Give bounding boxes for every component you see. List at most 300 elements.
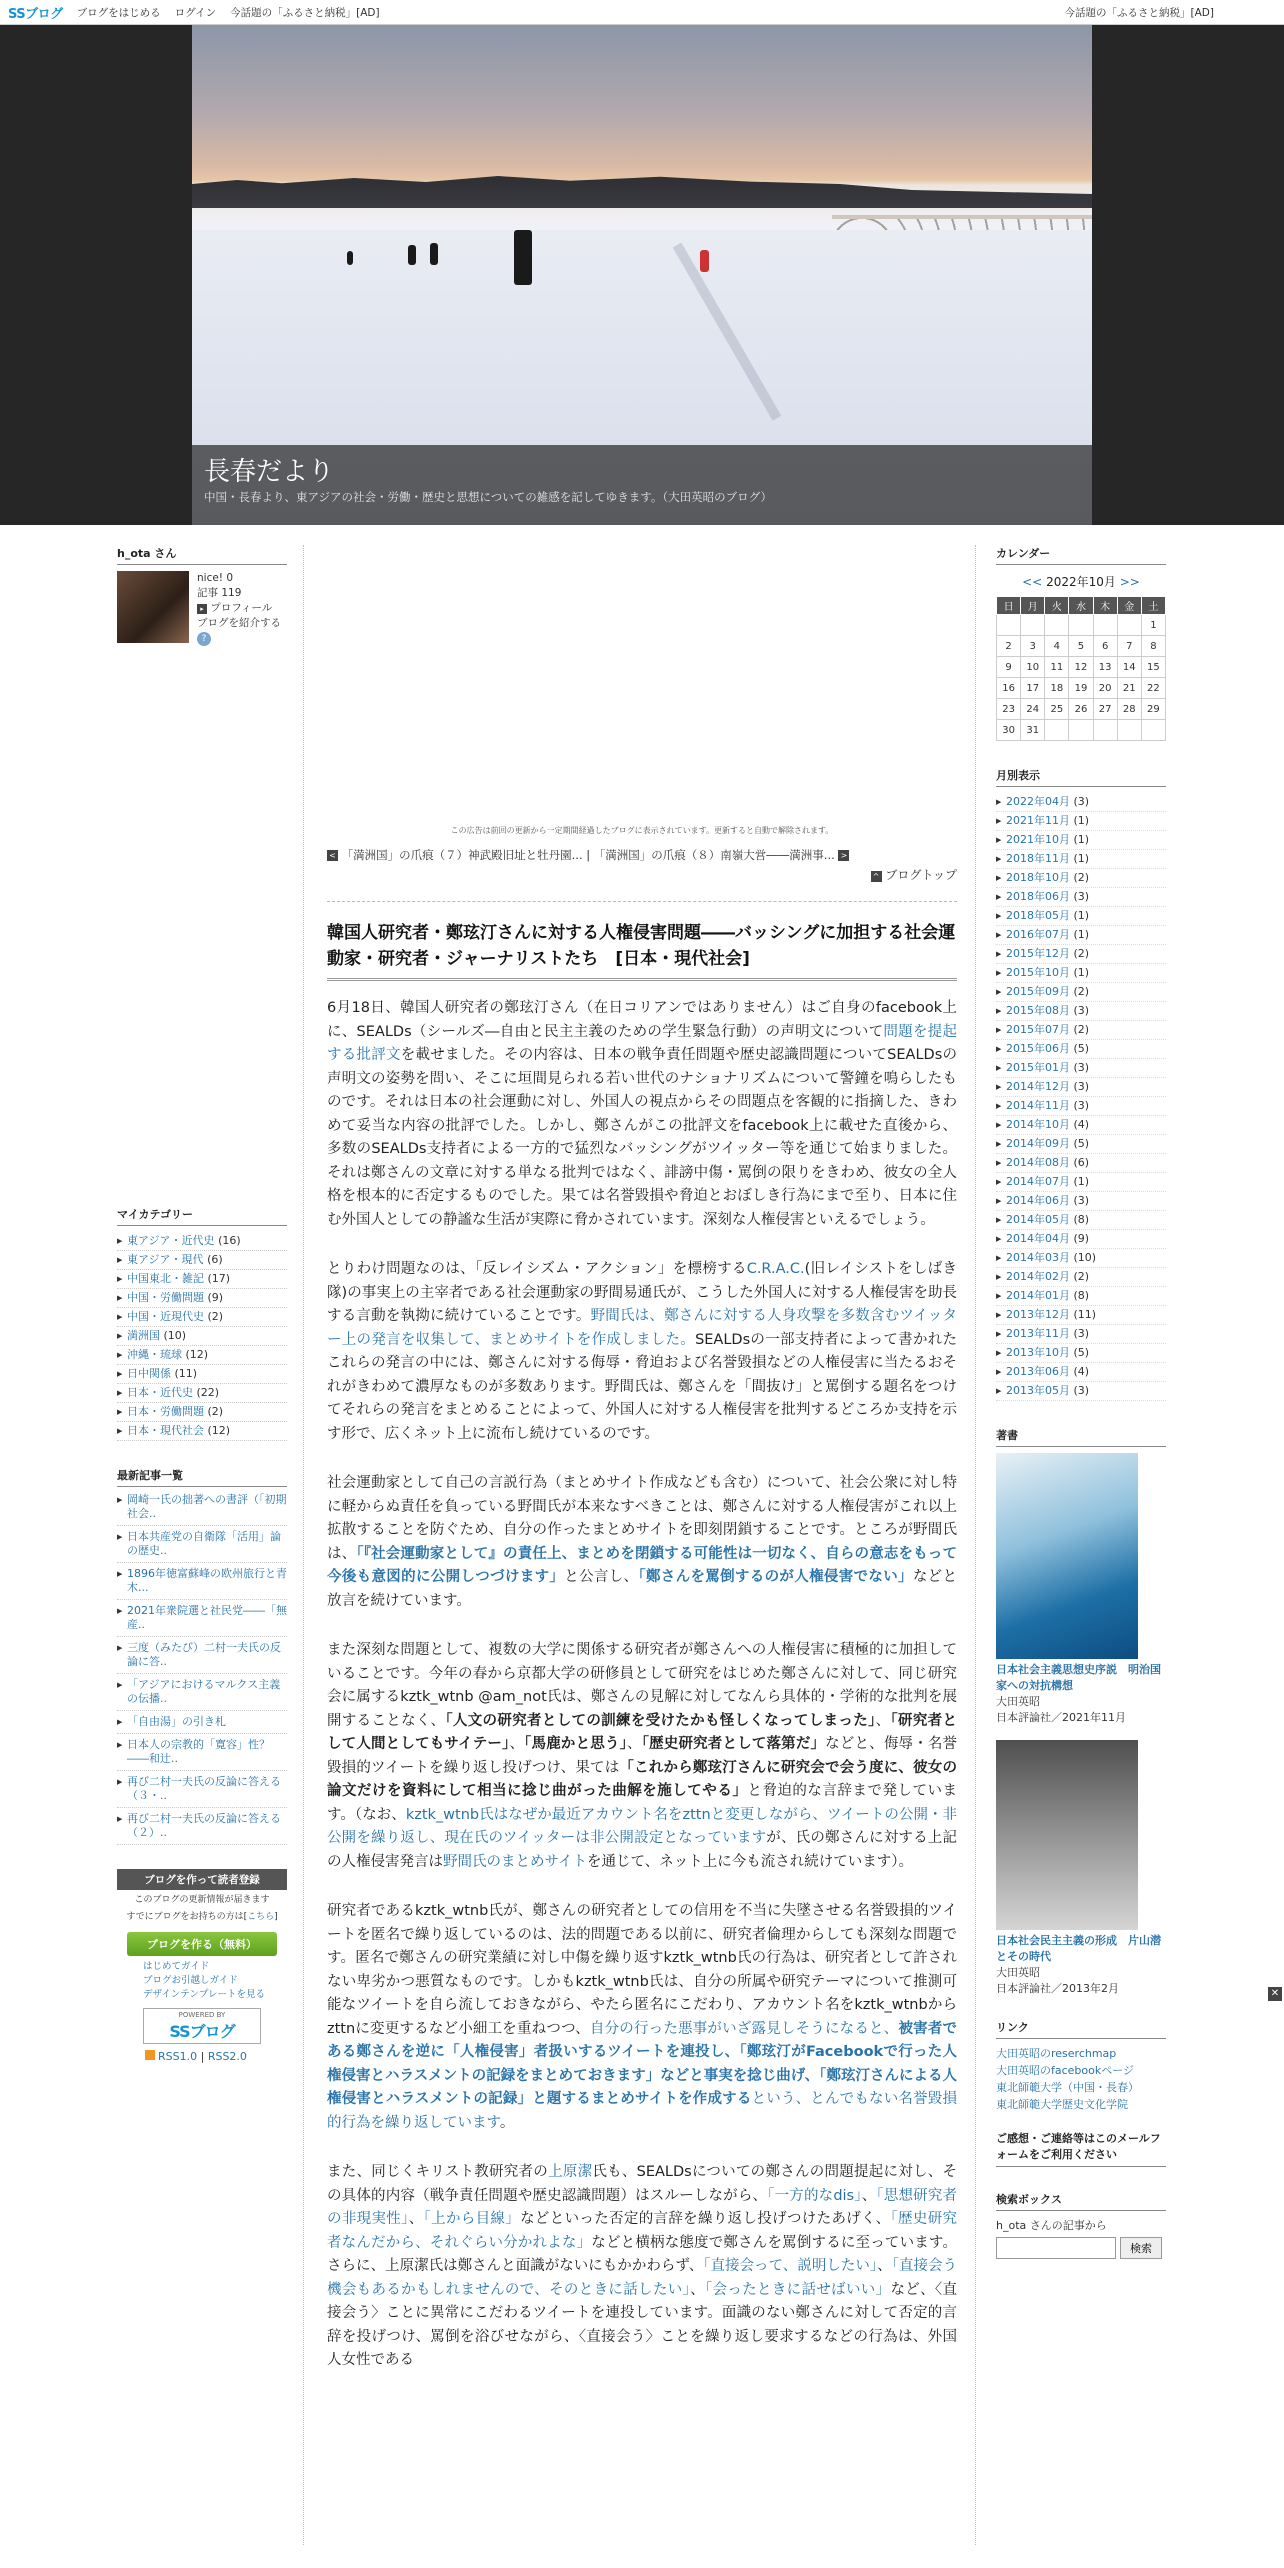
defamation-link[interactable]: という、とんでもない名誉毀損的行為を繰り返しています [327, 2091, 957, 2131]
category-link[interactable]: 日本・近代史 [127, 1386, 193, 1399]
powered-by-badge[interactable]: POWERED BY SSブログ [143, 2008, 261, 2044]
archive-count: (2) [1073, 1023, 1090, 1036]
search-heading: 検索ボックス [996, 2191, 1166, 2211]
archive-link[interactable]: 2014年01月 [1006, 1289, 1070, 1302]
link-nenu[interactable]: 東北師範大学（中国・長春） [996, 2081, 1139, 2094]
archive-item [996, 1173, 1166, 1192]
archive-link[interactable]: 2015年12月 [1006, 947, 1070, 960]
ad-note: この広告は前回の更新から一定期間経過したブログに表示されています。更新すると自動で解除されます。 [450, 826, 834, 835]
archive-link[interactable]: 2013年11月 [1006, 1327, 1070, 1340]
photo-person-far2 [430, 243, 438, 265]
calendar-day [1045, 615, 1069, 636]
weekday-header: 土 [1141, 597, 1165, 615]
link-facebook[interactable]: 大田英昭のfacebookページ [996, 2064, 1135, 2077]
noma-site-link[interactable]: 野間氏のまとめサイト [443, 1853, 587, 1870]
archive-count: (1) [1073, 1175, 1090, 1188]
rss1-link[interactable]: RSS1.0 [158, 2050, 198, 2063]
recent-item [117, 1812, 287, 1845]
archive-count: (6) [1073, 1156, 1090, 1169]
contact-form-link[interactable]: ご感想・ご連絡等はこのメールフォームをご利用ください [996, 2131, 1166, 2167]
category-link[interactable]: 日本・労働問題 [127, 1405, 204, 1418]
archive-item [996, 1097, 1166, 1116]
right-divider [975, 545, 976, 2545]
noma-quote2-link[interactable]: 「鄭さんを罵倒するのが人権侵害でない」 [638, 1569, 913, 1585]
archive-item [996, 1040, 1166, 1059]
photo-person-far [408, 245, 416, 265]
category-count: (12) [185, 1348, 209, 1361]
prev-article-link[interactable]: 「満洲国」の爪痕（７）神武殿旧址と牡丹園... [341, 848, 583, 862]
archive-count: (5) [1073, 1042, 1090, 1055]
recent-link[interactable]: 「アジアにおけるマルクス主義の伝播.. [127, 1678, 281, 1705]
category-count: (10) [163, 1329, 187, 1342]
guide-move[interactable]: ブログお引越しガイド [143, 1975, 238, 1986]
calendar-day: 28 [1117, 699, 1141, 720]
weekday-header: 月 [1021, 597, 1045, 615]
recent-link[interactable]: 日本人の宗教的「寛容」性？――和辻.. [127, 1738, 270, 1765]
category-count: (12) [207, 1424, 231, 1437]
category-item [117, 1270, 287, 1289]
recent-item [117, 1604, 287, 1637]
search-label: h_ota さんの記事から [996, 2219, 1107, 2232]
archive-count: (10) [1073, 1251, 1097, 1264]
archive-count: (3) [1073, 1384, 1090, 1397]
calendar-month: 2022年10月 [1046, 575, 1116, 589]
blog-title[interactable]: 長春だより [204, 457, 335, 487]
archive-count: (1) [1073, 928, 1090, 941]
register-sub2: すでにブログをお持ちの方は[こちら] [126, 1912, 278, 1922]
recent-item [117, 1530, 287, 1563]
archive-item [996, 926, 1166, 945]
weekday-header: 火 [1045, 597, 1069, 615]
calendar-day [1117, 615, 1141, 636]
help-icon[interactable]: ? [197, 632, 211, 646]
book-2 [996, 1740, 1166, 1997]
calendar-day: 12 [1069, 657, 1093, 678]
calendar-week [997, 636, 1166, 657]
title-band [192, 445, 1092, 525]
noma-quote-link[interactable]: 「『社会運動家として』の責任上、まとめを閉鎖する可能性は一切なく、自らの意志をもって今後も意図的に公開しつづけます」 [327, 1545, 958, 1585]
archive-link[interactable]: 2015年07月 [1006, 1023, 1070, 1036]
archive-count: (3) [1073, 1061, 1090, 1074]
archive-link[interactable]: 2018年10月 [1006, 871, 1070, 884]
archive-item [996, 1249, 1166, 1268]
archive-item [996, 983, 1166, 1002]
archive-count: (3) [1073, 1327, 1090, 1340]
archive-link[interactable]: 2021年10月 [1006, 833, 1070, 846]
category-item [117, 1327, 287, 1346]
recent-link[interactable]: 三度（みたび）二村一夫氏の反論に答.. [127, 1641, 281, 1668]
recent-item [117, 1678, 287, 1711]
login-link[interactable]: ログイン [174, 6, 217, 19]
paragraph-3: 社会運動家として自己の言説行為（まとめサイト作成なども含む）について、社会公衆に対し特に軽からぬ責任を負っている野間氏が本来なすべきことは、鄭さんに対する人権侵害がこれ以上拡散することを防ぐため、自分の作ったまとめサイトを即刻閉鎖することです。ところが野間氏は、「『社会運動家として』の責任上、まとめを閉鎖する可能性は一切なく、自らの意志をもって今後も意図的に公開しつづけます」と公言し、「鄭さんを罵倒するのが人権侵害でない」などと放言を続けています。 [327, 1475, 958, 1609]
ad-space [327, 545, 957, 825]
archive-link[interactable]: 2014年07月 [1006, 1175, 1070, 1188]
calendar-day: 6 [1093, 636, 1117, 657]
archive-item [996, 1363, 1166, 1382]
make-blog-button[interactable]: ブログを作る（無料） [127, 1932, 277, 1956]
profile-link[interactable]: プロフィール [210, 602, 273, 614]
archive-count: (8) [1073, 1213, 1090, 1226]
archive-item [996, 945, 1166, 964]
guide-first[interactable]: はじめてガイド [143, 1961, 210, 1972]
book-2-author: 大田英昭 [996, 1966, 1040, 1979]
calendar-day: 29 [1141, 699, 1165, 720]
calendar-day: 10 [1021, 657, 1045, 678]
archive-link[interactable]: 2014年08月 [1006, 1156, 1070, 1169]
archive-item [996, 1135, 1166, 1154]
kztk-account-link[interactable]: kztk_wtnb氏はなぜか最近アカウント名をzttnと変更しながら、ツイートの公開・非公開を繰り返し、現在氏のツイッターは非公開設定となっています [327, 1806, 958, 1846]
category-heading: マイカテゴリー [117, 1206, 287, 1226]
archive-item [996, 1078, 1166, 1097]
link-researchmap[interactable]: 大田英昭のreserchmap [996, 2047, 1117, 2060]
misdeed-link[interactable]: 自分の行った悪事がいざ露見しそうになると、 [589, 2020, 899, 2037]
next-icon: > [838, 850, 849, 861]
archive-count: (1) [1073, 909, 1090, 922]
archive-item [996, 850, 1166, 869]
category-count: (2) [207, 1310, 224, 1323]
category-list [117, 1232, 287, 1441]
article-pager: < 「満洲国」の爪痕（７）神武殿旧址と牡丹園... | 「満洲国」の爪痕（８）南嶺大営――満洲事... > [327, 846, 957, 864]
archive-count: (3) [1073, 1004, 1090, 1017]
archive-item [996, 1211, 1166, 1230]
archive-item [996, 1268, 1166, 1287]
blog-top [327, 866, 957, 883]
calendar-day: 26 [1069, 699, 1093, 720]
book-2-title[interactable]: 日本社会民主主義の形成 片山潜とその時代 [996, 1934, 1161, 1963]
rss-links: RSS1.0 | RSS2.0 [145, 2050, 287, 2063]
archive-link[interactable]: 2015年10月 [1006, 966, 1070, 979]
archive-count: (5) [1073, 1346, 1090, 1359]
recent-link[interactable]: 再び二村一夫氏の反論に答える（３・.. [127, 1775, 281, 1802]
calendar-week [997, 699, 1166, 720]
recent-link[interactable]: 日本共産党の自衛隊「活用」論の歴史.. [127, 1530, 281, 1557]
archive-link[interactable]: 2014年11月 [1006, 1099, 1070, 1112]
archive-item [996, 831, 1166, 850]
archive-count: (1) [1073, 852, 1090, 865]
recent-item [117, 1493, 287, 1526]
archive-link[interactable]: 2016年07月 [1006, 928, 1070, 941]
category-item [117, 1289, 287, 1308]
profile-heading: h_ota さん [117, 545, 287, 565]
calendar-day: 30 [997, 720, 1021, 741]
furusato-ad-link[interactable]: 今話題の「ふるさと納税」[AD] [230, 6, 380, 19]
photo-person [514, 230, 532, 285]
archive-link[interactable]: 2014年12月 [1006, 1080, 1070, 1093]
recent-link[interactable]: 2021年衆院選と社民党――「無産.. [127, 1604, 287, 1631]
calendar-day: 18 [1045, 678, 1069, 699]
book-1-publisher: 日本評論社／2021年11月 [996, 1711, 1126, 1724]
book-2-cover[interactable] [996, 1740, 1138, 1930]
archive-link[interactable]: 2018年06月 [1006, 890, 1070, 903]
archive-count: (1) [1073, 833, 1090, 846]
search-button[interactable]: 検索 [1120, 2237, 1162, 2259]
books-heading: 著書 [996, 1427, 1166, 1447]
avatar[interactable] [117, 571, 189, 643]
archive-item [996, 1059, 1166, 1078]
archive-count: (2) [1073, 985, 1090, 998]
archive-item [996, 888, 1166, 907]
quote-unreal-link[interactable]: 「思想研究者の非現実性」 [327, 2187, 958, 2227]
archive-item [996, 1325, 1166, 1344]
archive-count: (1) [1073, 814, 1090, 827]
category-item [117, 1232, 287, 1251]
left-divider [303, 545, 304, 2545]
calendar-day [997, 615, 1021, 636]
recent-link[interactable]: 「自由湯」の引き札 [127, 1715, 226, 1728]
archive-item [996, 1344, 1166, 1363]
calendar-day: 14 [1117, 657, 1141, 678]
calendar-next[interactable]: >> [1119, 575, 1140, 589]
quote-meet-link[interactable]: 「直接会って、説明したい」 [703, 2258, 878, 2274]
calendar-day [1093, 720, 1117, 741]
calendar-day: 16 [997, 678, 1021, 699]
register-heading: ブログを作って読者登録 [117, 1869, 287, 1890]
archive-link[interactable]: 2015年09月 [1006, 985, 1070, 998]
archive-item [996, 1192, 1166, 1211]
calendar-day [1117, 720, 1141, 741]
archive-link[interactable]: 2018年11月 [1006, 852, 1070, 865]
start-blog-link[interactable]: ブログをはじめる [76, 6, 161, 19]
archive-link[interactable]: 2013年10月 [1006, 1346, 1070, 1359]
calendar-day [1069, 720, 1093, 741]
category-item [117, 1251, 287, 1270]
post-count: 記事 119 [197, 587, 242, 599]
archive-link[interactable]: 2014年04月 [1006, 1232, 1070, 1245]
archive-count: (5) [1073, 1137, 1090, 1150]
archive-link[interactable]: 2013年05月 [1006, 1384, 1070, 1397]
recent-item [117, 1775, 287, 1808]
calendar-heading: カレンダー [996, 545, 1166, 565]
category-link[interactable]: 東アジア・現代 [127, 1253, 204, 1266]
ss-blog-logo[interactable] [8, 3, 63, 22]
top-icon: ^ [871, 871, 882, 882]
critique-link[interactable]: 問題を提起する批評文 [327, 1023, 957, 1063]
archive-count: (1) [1073, 966, 1090, 979]
crac-link[interactable]: C.R.A.C. [746, 1261, 805, 1277]
archive-item [996, 1306, 1166, 1325]
category-link[interactable]: 中国・近現代史 [127, 1310, 204, 1323]
quote-above-link[interactable]: 「上から目線」 [423, 2211, 521, 2227]
left-sidebar [117, 545, 287, 2063]
category-count: (11) [174, 1367, 198, 1380]
calendar-day [1141, 720, 1165, 741]
archive-link[interactable]: 2014年03月 [1006, 1251, 1070, 1264]
category-item [117, 1365, 287, 1384]
recent-item [117, 1567, 287, 1600]
archive-link[interactable]: 2014年06月 [1006, 1194, 1070, 1207]
introduce-blog-link[interactable]: ブログを紹介する [197, 617, 281, 629]
category-count: (6) [207, 1253, 223, 1266]
blog-top-link[interactable]: ブログトップ [885, 868, 957, 882]
profile-icon: ▸ [197, 604, 207, 614]
archive-item [996, 907, 1166, 926]
calendar-week [997, 720, 1166, 741]
calendar-day: 21 [1117, 678, 1141, 699]
calendar-day: 1 [1141, 615, 1165, 636]
paragraph-1: 6月18日、韓国人研究者の鄭玹汀さん（在日コリアンではありません）はご自身のfacebook上に、SEALDs（シールズ―自由と民主主義のための学生緊急行動）の声明文について問題を提起する批評文を載せました。その内容は、日本の戦争責任問題や歴史認識問題についてSEALDsの声明文の姿勢を問い、そこに垣間見られる若い世代のナショナリズムについて警鐘を鳴らしたものです。それは日本の社会運動に対し、外国人の視点からその問題点を客観的に指摘した、きわめて妥当な内容の批評でした。しかし、鄭さんがこの批評文をfacebook上に載せた直後から、多数のSEALDs支持者による一方的で猛烈なバッシングがツイッター等を通じて始まりました。それは鄭さんの文章に対する単なる批判ではなく、誹謗中傷・罵倒の限りをきわめ、彼女の全人格を根本的に否定するものでした。果ては名誉毀損や脅迫とおぼしき行為にまで至り、日本に住む外国人としての静謐な生活が実際に脅かされています。深刻な人権侵害といえるでしょう。 [327, 1000, 957, 1228]
category-link[interactable]: 沖縄・琉球 [127, 1348, 182, 1361]
quote-historian-link[interactable]: 「歴史研究者なんだから、それぐらい分かれよな」 [327, 2211, 958, 2251]
calendar-day [1093, 615, 1117, 636]
next-article-link[interactable]: 「満洲国」の爪痕（８）南嶺大営――満洲事... [593, 848, 835, 862]
prev-icon: < [327, 850, 338, 861]
calendar-day: 11 [1045, 657, 1069, 678]
archive-count: (9) [1073, 1232, 1090, 1245]
top-bar [0, 0, 1284, 25]
archive-link[interactable]: 2021年11月 [1006, 814, 1070, 827]
logo-ss: SS [8, 6, 26, 22]
archive-item [996, 812, 1166, 831]
category-item [117, 1346, 287, 1365]
calendar-day: 5 [1069, 636, 1093, 657]
recent-link[interactable]: 再び二村一夫氏の反論に答える（２）.. [127, 1812, 281, 1839]
guide-template[interactable]: デザインテンプレートを見る [143, 1989, 265, 2000]
recent-link[interactable]: 岡崎一氏の拙著への書評（「初期社会.. [127, 1493, 287, 1520]
search-row [996, 2237, 1166, 2259]
archive-link[interactable]: 2018年05月 [1006, 909, 1070, 922]
blog-header [0, 25, 1284, 525]
photo-person-child [700, 250, 709, 272]
calendar-day: 3 [1021, 636, 1045, 657]
archive-count: (4) [1073, 1365, 1090, 1378]
book-1 [996, 1453, 1166, 1726]
victim-tweet-link[interactable]: 被害者である鄭さんを逆に「人権侵害」者扱いするツイートを連投し、「鄭玹汀がFacebookで行った人権侵害とハラスメントの記録をまとめておきます」などと事実を捻じ曲げ、「鄭玹汀さんによる人権侵害とハラスメントの記録」と題するまとめサイトを作成する [327, 2020, 958, 2107]
archive-count: (3) [1073, 1080, 1090, 1093]
calendar-week [997, 678, 1166, 699]
category-link[interactable]: 満洲国 [127, 1329, 160, 1342]
paragraph-4: また深刻な問題として、複数の大学に関係する研究者が鄭さんへの人権侵害に積極的に加担していることです。今年の春から京都大学の研修員として研究をはじめた鄭さんに対して、同じ研究会に属するkztk_wtnb @am_not氏は、鄭さんの見解に対してなんら具体的・学術的な批判を展開することなく、「人文の研究者としての訓練を受けたかも怪しくなってしまった」、「研究者として人間としてもサイテー」、「馬鹿かと思う」、「歴史研究者として落第だ」などと、侮辱・名誉毀損的ツイートを繰り返し投げつけ、果ては「これから鄭玹汀さんに研究会で会う度に、彼女の論文だけを資料にして相当に捻じ曲がった曲解を施してやる」と脅迫的な言辞まで発しています。（なお、kztk_wtnb氏はなぜか最近アカウント名をzttnと変更しながら、ツイートの公開・非公開を繰り返し、現在氏のツイッターは非公開設定となっていますが、氏の鄭さんに対する上記の人権侵害発言は野間氏のまとめサイトを通じて、ネット上に今も流され続けています）。 [327, 1642, 958, 1870]
calendar-day: 25 [1045, 699, 1069, 720]
archive-count: (3) [1073, 1099, 1090, 1112]
archive-link[interactable]: 2014年09月 [1006, 1137, 1070, 1150]
recent-heading: 最新記事一覧 [117, 1467, 287, 1487]
calendar-day [1069, 615, 1093, 636]
rss-icon [145, 2050, 155, 2060]
category-link[interactable]: 中国東北・雑記 [127, 1272, 204, 1285]
archive-item [996, 1154, 1166, 1173]
category-count: (2) [207, 1405, 224, 1418]
calendar-day: 2 [997, 636, 1021, 657]
archive-link[interactable]: 2014年10月 [1006, 1118, 1070, 1131]
rss2-link[interactable]: RSS2.0 [207, 2050, 247, 2063]
calendar-day: 7 [1117, 636, 1141, 657]
category-link[interactable]: 日中関係 [127, 1367, 171, 1380]
recent-list [117, 1493, 287, 1845]
calendar-week [997, 657, 1166, 678]
archive-item [996, 793, 1166, 812]
archive-count: (2) [1073, 871, 1090, 884]
calendar-day [1045, 720, 1069, 741]
calendar-day: 8 [1141, 636, 1165, 657]
quote-meet2-link[interactable]: 「直接会う機会もあるかもしれませんので、そのときに話したい」 [327, 2258, 957, 2298]
calendar-day: 23 [997, 699, 1021, 720]
recent-link[interactable]: 1896年徳富蘇峰の欧州旅行と青木... [127, 1567, 287, 1594]
uehara-link[interactable]: 上原潔 [548, 2164, 593, 2180]
close-icon[interactable]: ✕ [1268, 1987, 1282, 2001]
calendar-day: 20 [1093, 678, 1117, 699]
calendar-day: 24 [1021, 699, 1045, 720]
noma-matome-link[interactable]: 野間氏は、鄭さんに対する人身攻撃を多数含むツイッター上の発言を収集して、まとめサイトを作成しました。 [327, 1308, 958, 1348]
links-list [996, 2045, 1166, 2113]
archive-item [996, 1382, 1166, 1401]
archive-count: (2) [1073, 1270, 1090, 1283]
paragraph-6: また、同じくキリスト教研究者の上原潔氏も、SEALDsについての鄭さんの問題提起に対し、その具体的内容（戦争責任問題や歴史認識問題）はスルーしながら、「一方的なdis」、「思想研究者の非現実性」、「上から目線」などといった否定的言辞を繰り返し投げつけたあげく、「歴史研究者なんだから、それぐらい分かれよな」などと横柄な態度で鄭さんを罵倒するに至っています。さらに、上原潔氏は鄭さんと面識がないにもかかわらず、「直接会って、説明したい」、「直接会う機会もあるかもしれませんので、そのときに話したい」、「会ったときに話せばいい」など、〈直接会う〉ことに異常にこだわるツイートを連投しています。面識のない鄭さんに対して否定的言辞を投げつけ、罵倒を浴びせながら、〈直接会う〉ことを繰り返し要求するなどの行為は、外国人女性である [327, 2164, 958, 2368]
search-input[interactable] [996, 2237, 1116, 2259]
links-heading: リンク [996, 2019, 1166, 2039]
calendar-day: 13 [1093, 657, 1117, 678]
archive-link[interactable]: 2022年04月 [1006, 795, 1070, 808]
paragraph-2: とりわけ問題なのは、「反レイシズム・アクション」を標榜するC.R.A.C.(旧レイシストをしばき隊)の事実上の主宰者である社会運動家の野間易通氏が、こうした外国人に対する人権侵害を助長する言動を執拗に続けていることです。野間氏は、鄭さんに対する人身攻撃を多数含むツイッター上の発言を収集して、まとめサイトを作成しました。SEALDsの一部支持者によって書かれたこれらの発言の中には、鄭さんに対する侮辱・脅迫および名誉毀損などの人権侵害に当たるおそれがきわめて濃厚なものが多数あります。野間氏は、鄭さんを「間抜け」と罵倒する題名をつけてそれらの発言をまとめることによって、外国人に対する人権侵害を批判するどころか支持を示す形で、広くネット上に流布し続けているのです。 [327, 1261, 958, 1442]
quote-dis-link[interactable]: 「一方的なdis」 [767, 2187, 862, 2204]
quote-meet3-link[interactable]: 「会ったときに話せばいい」 [704, 2281, 891, 2298]
archive-link[interactable]: 2013年12月 [1006, 1308, 1070, 1321]
archive-count: (8) [1073, 1289, 1090, 1302]
archive-count: (3) [1073, 890, 1090, 903]
archive-link[interactable]: 2015年01月 [1006, 1061, 1070, 1074]
calendar-day: 4 [1045, 636, 1069, 657]
archive-link[interactable]: 2014年02月 [1006, 1270, 1070, 1283]
archive-count: (2) [1073, 947, 1090, 960]
archive-link[interactable]: 2014年05月 [1006, 1213, 1070, 1226]
category-item [117, 1384, 287, 1403]
calendar-prev[interactable]: << [1022, 575, 1043, 589]
main-content [327, 545, 957, 2373]
book-1-author: 大田英昭 [996, 1695, 1040, 1708]
logo-blog: ブログ [25, 6, 63, 22]
link-nenu-history[interactable]: 東北師範大学歴史文化学院 [996, 2098, 1128, 2111]
recent-item [117, 1715, 287, 1734]
archive-link[interactable]: 2013年06月 [1006, 1365, 1070, 1378]
archive-count: (3) [1073, 1194, 1090, 1207]
category-link[interactable]: 東アジア・近代史 [127, 1234, 215, 1247]
archive-link[interactable]: 2015年06月 [1006, 1042, 1070, 1055]
category-link[interactable]: 中国・労働問題 [127, 1291, 204, 1304]
category-item [117, 1308, 287, 1327]
archive-item [996, 964, 1166, 983]
weekday-header: 木 [1093, 597, 1117, 615]
weekday-header: 日 [997, 597, 1021, 615]
photo-person-far3 [347, 251, 353, 265]
guide-list [117, 1960, 287, 2002]
book-1-cover[interactable] [996, 1453, 1138, 1659]
register-sub1: このブログの更新情報が届きます [134, 1895, 270, 1905]
furusato-ad-link-right[interactable]: 今話題の「ふるさと納税」[AD] [1064, 6, 1214, 19]
category-count: (9) [207, 1291, 224, 1304]
book-1-title[interactable]: 日本社会主義思想史序説 明治国家への対抗構想 [996, 1663, 1161, 1692]
photo-trees [192, 168, 1092, 208]
archive-item [996, 1021, 1166, 1040]
category-link[interactable]: 日本・現代社会 [127, 1424, 204, 1437]
category-count: (16) [218, 1234, 241, 1247]
weekday-header: 水 [1069, 597, 1093, 615]
calendar-day: 15 [1141, 657, 1165, 678]
category-count: (17) [207, 1272, 231, 1285]
calendar-day: 27 [1093, 699, 1117, 720]
book-2-publisher: 日本評論社／2013年2月 [996, 1982, 1119, 1995]
recent-item [117, 1738, 287, 1771]
calendar-day: 17 [1021, 678, 1045, 699]
calendar-day [1021, 615, 1045, 636]
archive-item [996, 1287, 1166, 1306]
archive-count: (4) [1073, 1118, 1090, 1131]
profile-box [117, 571, 287, 646]
register-here-link[interactable]: こちら [247, 1912, 275, 1922]
archive-link[interactable]: 2015年08月 [1006, 1004, 1070, 1017]
category-item [117, 1403, 287, 1422]
category-count: (22) [196, 1386, 220, 1399]
archive-item [996, 1116, 1166, 1135]
calendar-nav [996, 573, 1166, 590]
